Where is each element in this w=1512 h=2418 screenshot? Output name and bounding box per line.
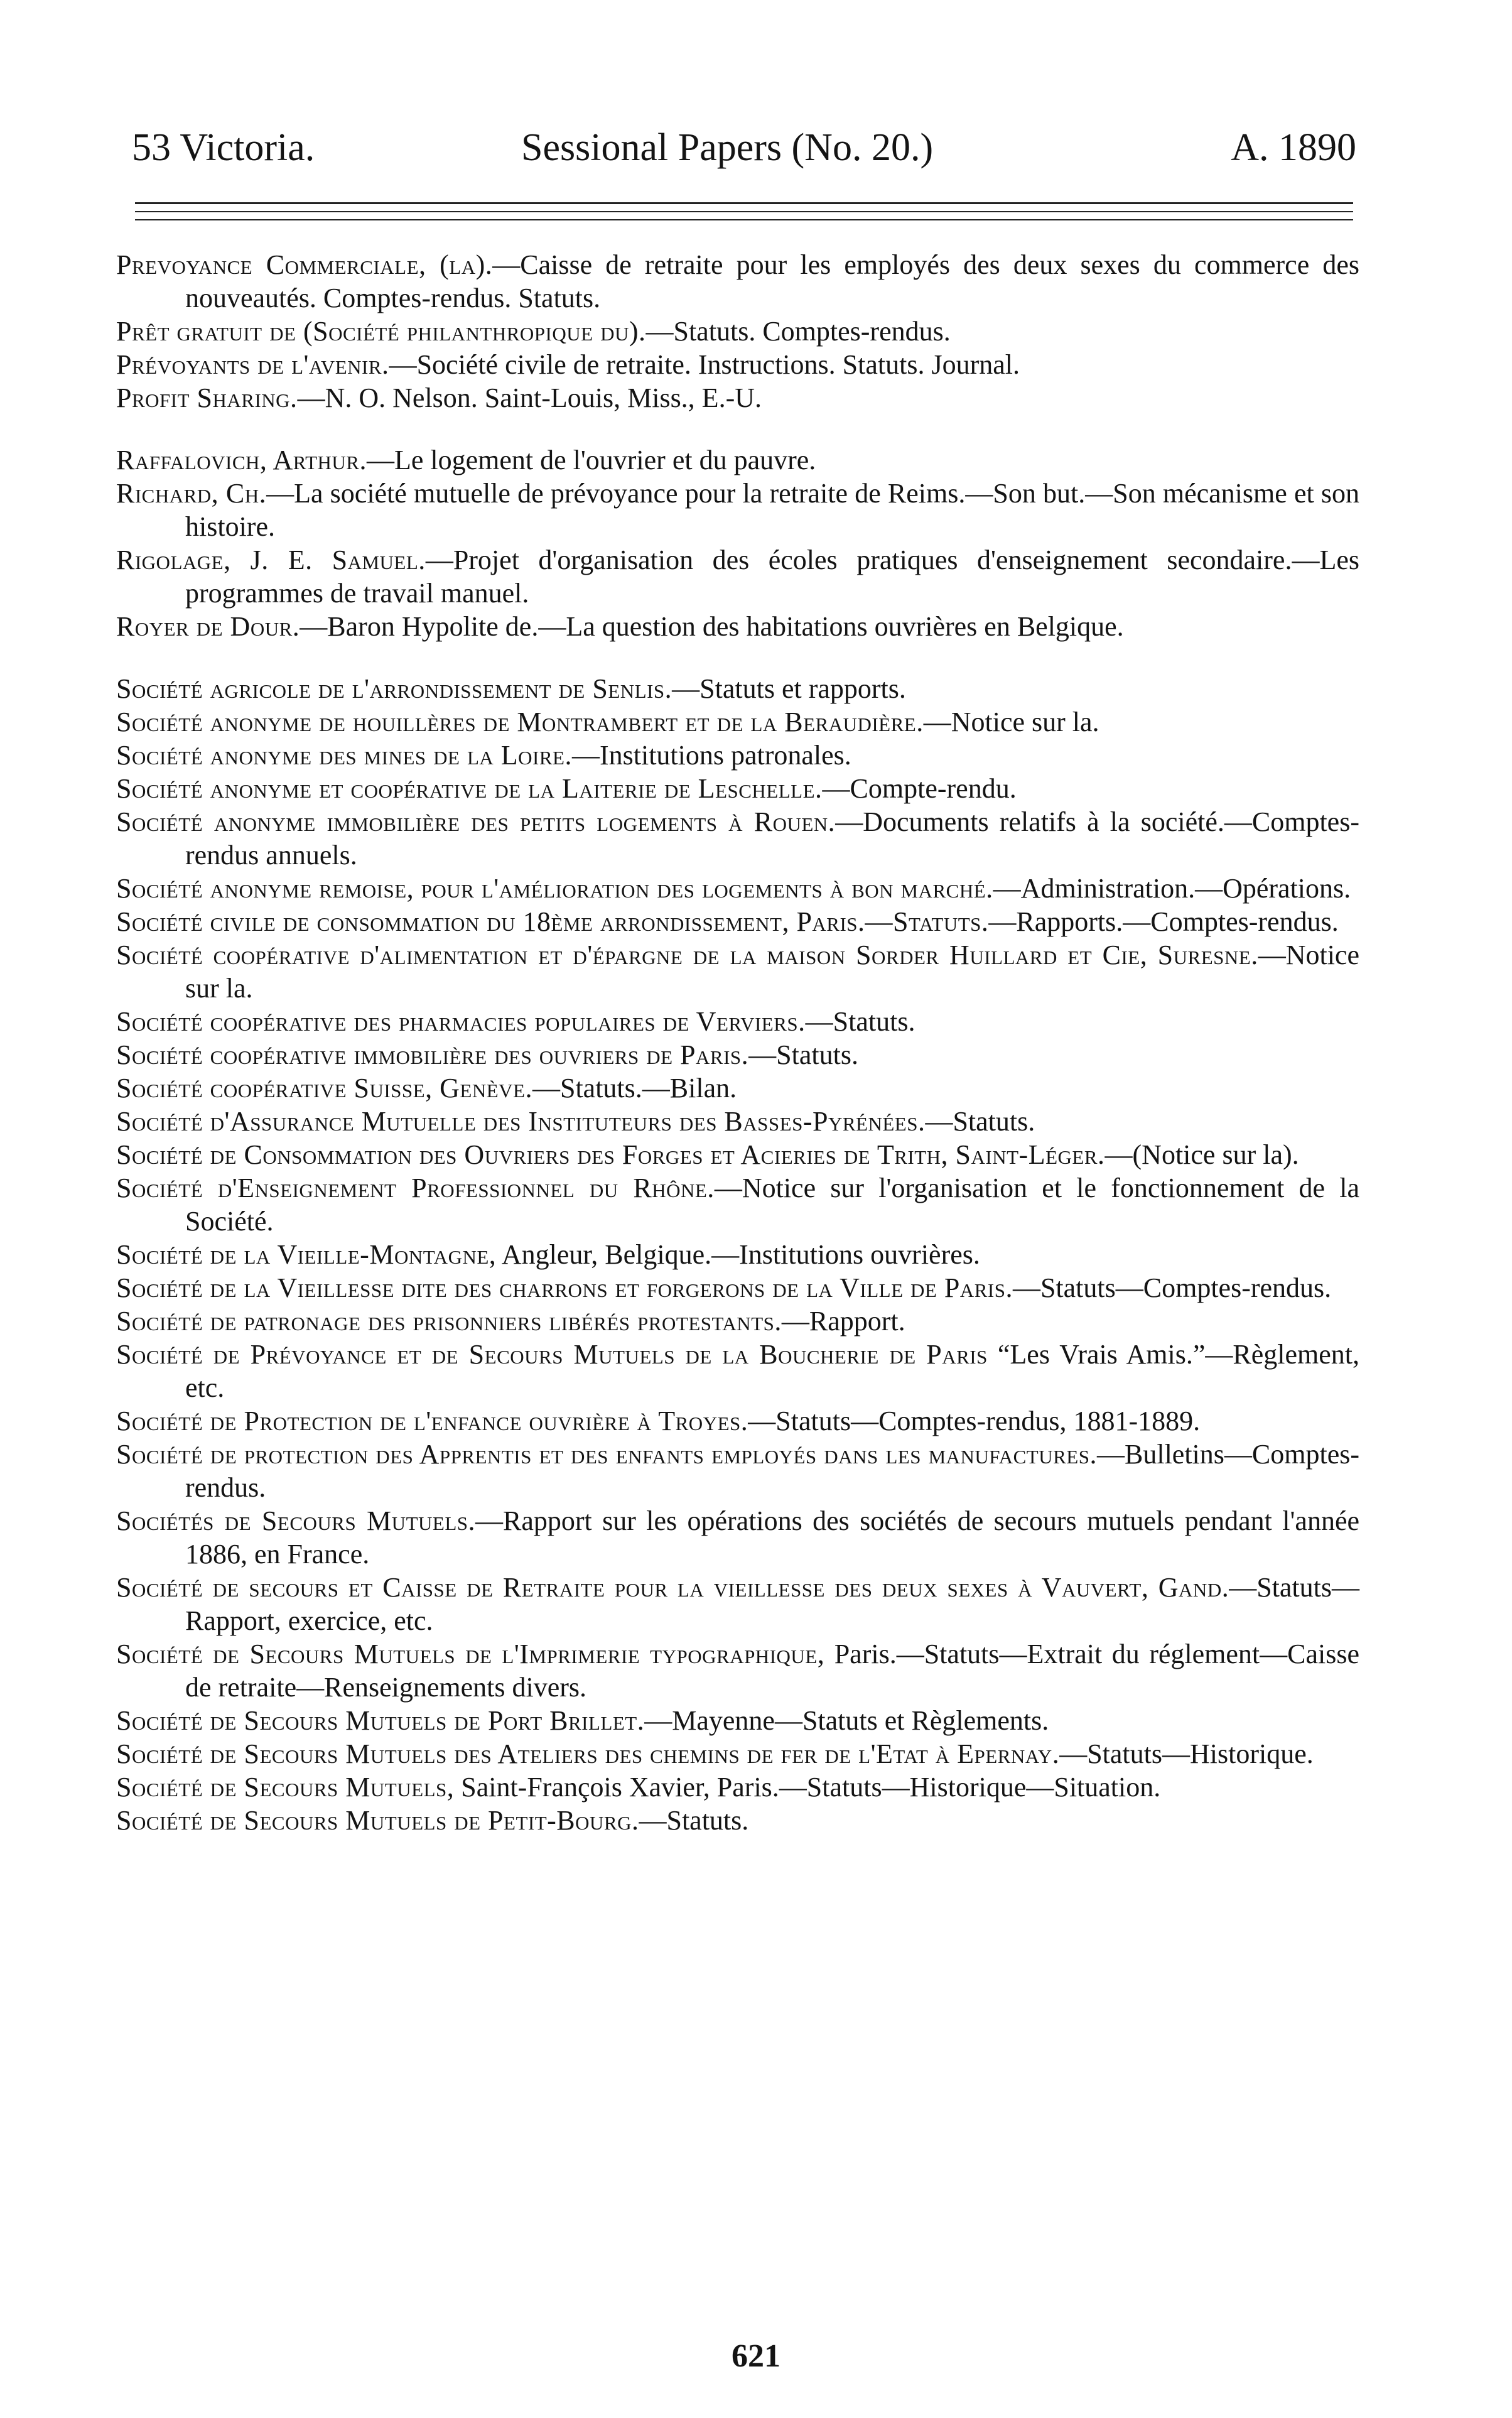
entry-heading: Profit Sharing. [116,382,298,413]
bibliography-entry [116,1238,1359,1271]
bibliography-entry [116,1770,1359,1804]
bibliography-entry [116,1571,1359,1637]
bibliography-entry [116,1071,1359,1105]
entry-text: —Statuts—Comptes-rendus, 1881-1889. [748,1406,1201,1436]
entry-text: —Société civile de retraite. Instructions. Statuts. Journal. [389,349,1020,380]
entry-group [116,248,1359,415]
entry-text: —Statuts—Historique. [1059,1738,1314,1769]
entry-heading: Société d'Assurance Mutuelle des Instituteurs des Basses-Pyrénées. [116,1106,926,1137]
bibliography-entry [116,1737,1359,1770]
entry-heading: Royer de Dour. [116,611,300,642]
entry-text: —Administration.—Opérations. [993,873,1351,904]
header-rule [135,219,1353,220]
entry-heading: Société de la Vieillesse dite des charrons et forgerons de la Ville de Paris. [116,1272,1013,1303]
entry-text: —Statuts. Comptes-rendus. [645,316,951,347]
bibliography-entry [116,1005,1359,1038]
bibliography-entry [116,381,1359,415]
entry-heading: Société anonyme immobilière des petits logements à Rouen. [116,806,836,837]
bibliography-entry [116,1637,1359,1704]
entry-text: “Les Vrais Amis.”—Règlement, etc. [185,1339,1359,1403]
entry-text: Paris.—Statuts—Extrait du réglement—Caisse de retraite—Renseignements divers. [185,1639,1359,1703]
entry-heading: Société civile de consommation du 18ème arrondissement, Paris.—Statuts. [116,906,989,937]
entry-heading: Sociétés de Secours Mutuels. [116,1505,476,1536]
entry-text: Angleur, Belgique.—Institutions ouvrières. [496,1239,980,1270]
entry-group [116,443,1359,643]
entry-text: —Statuts—Comptes-rendus. [1012,1272,1332,1303]
entry-heading: Société agricole de l'arrondissement de Senlis. [116,673,672,704]
entry-text: —Notice sur l'organisation et le fonctionnement de la Société. [185,1173,1359,1237]
header-session: 53 Victoria. [132,126,315,169]
entry-text: —Compte-rendu. [822,773,1017,804]
bibliography-entry [116,1038,1359,1071]
bibliography-entry [116,905,1359,938]
entry-heading: Société de Secours Mutuels de Port Brillet. [116,1705,645,1736]
bibliography-entry [116,705,1359,739]
entry-heading: Société de Consommation des Ouvriers des Forges et Acieries de Trith, Saint-Léger. [116,1139,1105,1170]
bibliography-entry [116,772,1359,805]
bibliography-entry [116,1171,1359,1238]
bibliography-entry [116,1304,1359,1338]
bibliography-entry [116,477,1359,543]
entry-heading: Société coopérative des pharmacies populaires de Verviers. [116,1006,806,1037]
entry-text: —Projet d'organisation des écoles pratiques d'enseignement secondaire.—Les programmes de travail manuel. [185,545,1359,609]
bibliography-list [116,248,1359,1866]
bibliography-entry [116,1105,1359,1138]
bibliography-entry [116,248,1359,315]
entry-text: —Notice sur la. [185,940,1359,1004]
entry-text: —Statuts et rapports. [672,673,906,704]
entry-heading: Société de la Vieille-Montagne, [116,1239,497,1270]
bibliography-entry [116,739,1359,772]
entry-heading: Rigolage, J. E. Samuel. [116,545,426,575]
bibliography-entry [116,872,1359,905]
entry-heading: Société anonyme remoise, pour l'amélioration des logements à bon marché. [116,873,993,904]
entry-text: —Statuts. [805,1006,915,1037]
entry-text: —Statuts—Rapport, exercice, etc. [185,1572,1359,1636]
bibliography-entry [116,1271,1359,1304]
entry-heading: Richard, Ch. [116,478,267,509]
entry-text: —(Notice sur la). [1104,1139,1299,1170]
entry-text: —Caisse de retraite pour les employés des deux sexes du commerce des nouveautés. Comptes-rendus. Statuts. [185,249,1359,313]
entry-heading: Société coopérative Suisse, Genève. [116,1073,532,1103]
entry-heading: Société de Secours Mutuels de l'Imprimerie typographique, [116,1639,825,1669]
entry-text: —Statuts.—Bilan. [532,1073,737,1103]
entry-heading: Société anonyme des mines de la Loire. [116,740,572,771]
entry-heading: Société de Protection de l'enfance ouvrière à Troyes. [116,1406,748,1436]
bibliography-entry [116,1138,1359,1171]
entry-text: —Baron Hypolite de.—La question des habitations ouvrières en Belgique. [300,611,1124,642]
bibliography-entry [116,805,1359,872]
header-year: A. 1890 [1231,126,1356,169]
running-header [132,119,1356,176]
entry-group [116,672,1359,1837]
bibliography-entry [116,610,1359,643]
bibliography-entry [116,1804,1359,1837]
bibliography-entry [116,443,1359,477]
entry-text: —Rapport. [781,1306,905,1336]
entry-heading: Société de Secours Mutuels des Ateliers des chemins de fer de l'Etat à Epernay. [116,1738,1060,1769]
entry-heading: Société coopérative immobilière des ouvriers de Paris. [116,1039,749,1070]
entry-text: Saint-François Xavier, Paris.—Statuts—Historique—Situation. [454,1772,1161,1803]
entry-heading: Société coopérative d'alimentation et d'épargne de la maison Sorder Huillard et Cie, Suresne. [116,940,1258,970]
bibliography-entry [116,315,1359,348]
bibliography-entry [116,1438,1359,1504]
entry-heading: Prevoyance Commerciale, (la). [116,249,493,280]
entry-text: —Notice sur la. [923,707,1099,737]
bibliography-entry [116,543,1359,610]
bibliography-entry [116,1338,1359,1404]
entry-heading: Société de protection des Apprentis et des enfants employés dans les manufactures. [116,1439,1097,1470]
bibliography-entry [116,1404,1359,1438]
entry-text: —Statuts. [925,1106,1035,1137]
entry-text: —Statuts. [748,1039,858,1070]
page-number: 621 [732,2338,780,2374]
entry-text: —Documents relatifs à la société.—Comptes-rendus annuels. [185,806,1359,870]
entry-text: —Le logement de l'ouvrier et du pauvre. [366,445,816,475]
entry-text: —Bulletins—Comptes-rendus. [185,1439,1359,1503]
header-rule [135,202,1353,204]
entry-heading: Société anonyme de houillères de Montrambert et de la Beraudière. [116,707,924,737]
entry-text: —Mayenne—Statuts et Règlements. [644,1705,1049,1736]
entry-heading: Raffalovich, Arthur. [116,445,367,475]
entry-heading: Société de patronage des prisonniers libérés protestants. [116,1306,782,1336]
entry-heading: Prêt gratuit de (Société philanthropique du). [116,316,646,347]
entry-heading: Société de Secours Mutuels de Petit-Bourg. [116,1805,639,1836]
entry-heading: Prévoyants de l'avenir. [116,349,389,380]
entry-heading: Société de Prévoyance et de Secours Mutuels de la Boucherie de Paris [116,1339,988,1370]
entry-text: —Institutions patronales. [571,740,851,771]
entry-text: —La société mutuelle de prévoyance pour la retraite de Reims.—Son but.—Son mécanisme et son histoire. [185,478,1360,542]
entry-text: —Rapport sur les opérations des sociétés de secours mutuels pendant l'année 1886, en France. [185,1505,1359,1570]
bibliography-entry [116,1704,1359,1737]
entry-heading: Société de secours et Caisse de Retraite pour la vieillesse des deux sexes à Vauvert, Gand. [116,1572,1229,1603]
bibliography-entry [116,938,1359,1005]
entry-heading: Société d'Enseignement Professionnel du Rhône. [116,1173,715,1203]
header-rule [135,211,1353,212]
entry-text: —Rapports.—Comptes-rendus. [988,906,1339,937]
entry-text: —N. O. Nelson. Saint-Louis, Miss., E.-U. [297,382,762,413]
header-title: Sessional Papers (No. 20.) [521,126,934,169]
entry-text: —Statuts. [639,1805,749,1836]
bibliography-entry [116,672,1359,705]
entry-heading: Société de Secours Mutuels, [116,1772,455,1803]
bibliography-entry [116,348,1359,381]
bibliography-entry [116,1504,1359,1571]
entry-heading: Société anonyme et coopérative de la Laiterie de Leschelle. [116,773,823,804]
